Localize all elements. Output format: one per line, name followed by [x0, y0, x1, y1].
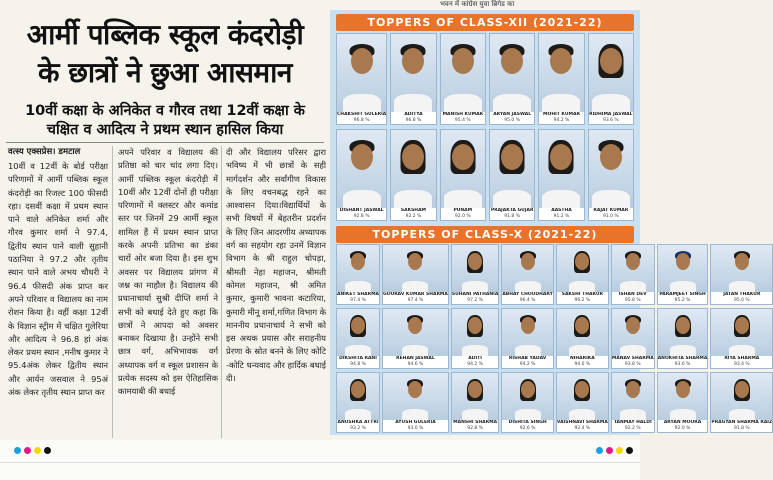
student-percentage: 93.6 %	[674, 362, 691, 367]
student-photo	[658, 309, 708, 356]
student-name: SUHANI PATHANIA	[451, 292, 499, 297]
student-name: ANIKET SHARMA	[337, 292, 380, 297]
student-percentage: 92.0 %	[454, 214, 471, 219]
student-photo	[711, 245, 772, 292]
student-percentage: 95.4 %	[454, 118, 471, 123]
topper-card	[657, 372, 709, 433]
topper-card	[390, 129, 436, 221]
student-name: ANUSHKA ATTRI	[337, 420, 379, 425]
registration-dot	[34, 447, 41, 454]
student-percentage: 94.6 %	[407, 362, 424, 367]
class-10-toppers-grid	[336, 244, 773, 433]
student-name: CHAKSHIT GULERIA	[337, 112, 387, 117]
student-percentage: 93.6 %	[602, 118, 619, 123]
registration-dot	[44, 447, 51, 454]
student-name: TANMAY HALDI	[613, 420, 652, 425]
student-photo	[539, 130, 583, 208]
student-photo	[589, 130, 633, 208]
student-photo	[589, 34, 633, 112]
student-photo	[557, 309, 608, 356]
adjacent-story-snippet: भवन में कांग्रेस युवा ब्रिगेड का	[440, 0, 515, 8]
trim-line	[0, 462, 640, 463]
topper-card	[382, 244, 449, 305]
student-percentage: 94.0 %	[574, 362, 591, 367]
registration-marks-right	[596, 447, 633, 454]
student-percentage: 95.0 %	[504, 118, 520, 123]
student-name: ADITI	[468, 356, 482, 361]
student-percentage: 97.2 %	[467, 298, 483, 303]
student-name: PRAJAKTA GUJAR	[490, 208, 534, 213]
student-photo	[337, 309, 379, 356]
topper-card	[451, 244, 499, 305]
topper-card	[451, 372, 499, 433]
topper-card	[336, 308, 380, 369]
student-name: REHAN JASWAL	[396, 356, 435, 361]
student-photo	[502, 373, 553, 420]
student-name: GOURAV KUMAR SHARMA	[383, 292, 448, 297]
registration-dot	[606, 447, 613, 454]
student-name: VAISHNAVI SHARMA	[556, 420, 608, 425]
student-percentage: 91.8 %	[733, 426, 750, 431]
class-10-banner: TOPPERS OF CLASS-X (2021-22)	[336, 226, 634, 243]
topper-card	[611, 372, 655, 433]
topper-card	[336, 33, 387, 125]
student-percentage: 91.2 %	[553, 214, 570, 219]
student-name: NIHARIKA	[569, 356, 595, 361]
student-name: PUNAM	[453, 208, 473, 213]
student-name: PRAGYAN SHARMA RAIZ	[711, 420, 773, 425]
student-percentage: 91.8 %	[504, 214, 520, 219]
student-photo	[502, 309, 553, 356]
student-photo	[441, 34, 485, 112]
student-percentage: 92.4 %	[574, 426, 591, 431]
topper-card	[538, 129, 584, 221]
subheadline-line-2: चक्षित व आदित्य ने प्रथम स्थान हासिल किया	[46, 122, 284, 138]
student-name: PARAMJEET SINGH	[659, 292, 706, 297]
student-photo	[391, 130, 435, 208]
student-percentage: 95.2 %	[674, 298, 691, 303]
column-divider	[221, 146, 222, 438]
student-photo	[658, 245, 708, 292]
topper-card	[657, 244, 709, 305]
registration-dot	[24, 447, 31, 454]
registration-dot	[616, 447, 623, 454]
student-name: DISHANT JASWAL	[339, 208, 384, 213]
student-name: DISHITA SINGH	[508, 420, 547, 425]
registration-dot	[596, 447, 603, 454]
student-photo	[337, 245, 379, 292]
topper-card	[489, 129, 535, 221]
student-name: SAKSHI THAKUR	[561, 292, 604, 297]
student-percentage: 93.4 %	[733, 362, 750, 367]
student-name: ARYAN MOORA	[663, 420, 702, 425]
student-name: MANAV SHARMA	[611, 356, 654, 361]
registration-dot	[14, 447, 21, 454]
student-name: MANSHI SHARMA	[453, 420, 498, 425]
student-percentage: 93.8 %	[624, 362, 641, 367]
student-photo	[658, 373, 708, 420]
headline-rule	[6, 142, 324, 143]
student-name: RISHAB YADAV	[508, 356, 547, 361]
topper-card	[390, 33, 436, 125]
student-percentage: 94.2 %	[553, 118, 570, 123]
student-photo	[452, 245, 498, 292]
student-photo	[557, 373, 608, 420]
student-percentage: 96.8 %	[405, 118, 422, 123]
student-photo	[383, 309, 448, 356]
student-percentage: 97.4 %	[350, 298, 366, 303]
student-name: RIDHIMA JASWAL	[589, 112, 633, 117]
topper-card	[440, 33, 486, 125]
student-photo	[383, 245, 448, 292]
headline-line-2: के छात्रों ने छुआ आसमान	[38, 56, 292, 89]
student-photo	[452, 309, 498, 356]
topper-card	[710, 308, 773, 369]
student-photo	[441, 130, 485, 208]
topper-card	[336, 372, 380, 433]
registration-marks-left	[14, 447, 51, 454]
topper-card	[710, 372, 773, 433]
student-photo	[612, 373, 654, 420]
topper-card	[588, 33, 634, 125]
article-column-3: दी और विद्यालय परिसर द्वारा भविष्य में भी छात्रों के सही मार्गदर्शन और सर्वांगीण विकास के लिए वचनबद्ध रहने का आश्वासन दिया।विद्यार्थियों के सभी विषयों में बेहतरीन प्रदर्शन के लिए जिन आदरणीय अध्यापक वर्ग का सहयोग रहा उनमें विज्ञान विभाग के श्री राहुल चोपड़ा, श्रीमती नेहा महाजन, श्रीमती कोमल महाजन, श्री अमित कुमार, कुमारी भावना कटारिया, कुमारी मीनू शर्मा,गणित विभाग के माननीय प्रधानाचार्य ने सभी को इस अथक प्रयास और सराहनीय प्रेरणा के स्रोत बनने के लिए कोटि -कोटि धन्यवाद और हार्दिक बधाई दी।	[226, 147, 327, 384]
student-photo	[452, 373, 498, 420]
student-photo	[337, 373, 379, 420]
student-name: MOHIT KUMAR	[543, 112, 580, 117]
subheadline-line-1: 10वीं कक्षा के अनिकेत व गौरव तथा 12वीं कक्षा के	[25, 103, 305, 119]
topper-card	[501, 372, 554, 433]
student-name: ADITYA	[404, 112, 423, 117]
topper-card	[556, 244, 609, 305]
student-photo	[490, 34, 534, 112]
article-column-1: 10वीं व 12वीं के बोर्ड परीक्षा परिणामों में आर्मी पब्लिक स्कूल कंदरोड़ी का रिजल्ट 100 फीसदी रहा। दसवीं कक्षा में प्रथम स्थान पाने वाले अनिकेत शर्मा और गौरव कुमार शर्मा ने 97.4, द्वितीय स्थान पाने वाली सुहानी पठानिया ने 97.2 और तृतीय स्थान पाने वाले अभय चौधरी ने 96.4 फीसदी अंक प्राप्त कर अपने परिवार व विद्यालय का नाम रोशन किया है। वहीं कक्षा 12वीं के विज्ञान स्ट्रीम में चक्षित गुलेरिया और आदित्य ने 96.8 हां अंक लेकर प्रथम स्थान ,मनीष कुमार ने 95.4अंक लेकर द्वितीय स्थान और आर्यन जसवाल ने 95अं अंक लेकर तृतीय स्थान प्राप्त कर	[8, 161, 108, 398]
student-name: ANOKHITA SHARMA	[657, 356, 708, 361]
topper-card	[611, 244, 655, 305]
student-photo	[539, 34, 583, 112]
registration-dot	[626, 447, 633, 454]
student-name: RIYA SHARMA	[724, 356, 760, 361]
student-percentage: 95.0 %	[733, 298, 750, 303]
student-photo	[337, 130, 386, 208]
student-percentage: 93.0 %	[407, 426, 424, 431]
topper-card	[588, 129, 634, 221]
student-percentage: 96.4 %	[519, 298, 536, 303]
topper-card	[501, 308, 554, 369]
student-percentage: 96.8 %	[353, 118, 370, 123]
print-margin	[0, 440, 640, 480]
topper-card	[336, 129, 387, 221]
topper-card	[657, 308, 709, 369]
student-percentage: 92.0 %	[674, 426, 691, 431]
student-percentage: 96.2 %	[574, 298, 591, 303]
topper-card	[710, 244, 773, 305]
student-name: ARYAN JASWAL	[493, 112, 532, 117]
student-percentage: 94.2 %	[467, 362, 483, 367]
student-name: AYUSH GULERIA	[395, 420, 436, 425]
student-photo	[557, 245, 608, 292]
student-percentage: 93.2 %	[350, 426, 366, 431]
class-12-banner: TOPPERS OF CLASS-XII (2021-22)	[336, 14, 634, 31]
student-name: MANISH KUMAR	[442, 112, 484, 117]
topper-card	[382, 308, 449, 369]
student-photo	[490, 130, 534, 208]
article-column-2: अपने परिवार व विद्यालय की प्रतिष्ठा को चार चांद लगा दिए। आर्मी पब्लिक स्कूल कंदरोड़ी में 10वीं और 12वीं दोनों ही परीक्षा परिणामों में क्लस्टर और कमांड स्तर पर जिनमें 29 आर्मी स्कूल शामिल हैं में प्रथम स्थान प्राप्त करके अपनी प्रतिभा का डंका चारों ओर बजा दिया है। इस शुभ अवसर पर विद्यालय प्रांगण में जश्न का माहौल है। विद्यालय की प्रधानाचार्या सुश्री दीप्ति शर्मा ने सभी को बधाई देते हुए कहा कि छात्रों ने आपदा को अवसर बनाकर दिखाया है। उन्होंने सभी छात्र वर्ग, अभिभावक वर्ग अध्यापक वर्ग व स्कूल प्रशासन के प्रत्येक सदस्य को इस ऐतिहासिक कामयाबी की बधाई	[118, 147, 218, 397]
student-name: RAJAT KUMAR	[593, 208, 629, 213]
student-percentage: 92.8 %	[467, 426, 483, 431]
student-name: ABHAY CHOUDHARY	[502, 292, 553, 297]
student-percentage: 95.8 %	[624, 298, 641, 303]
student-percentage: 92.8 %	[353, 214, 370, 219]
topper-card	[501, 244, 554, 305]
class-12-toppers-grid	[336, 33, 634, 221]
student-name: AASTHA	[551, 208, 572, 213]
topper-card	[538, 33, 584, 125]
student-photo	[612, 245, 654, 292]
student-percentage: 94.2 %	[519, 362, 536, 367]
student-photo	[711, 309, 772, 356]
student-name: ISHAN DEV	[618, 292, 647, 297]
student-photo	[391, 34, 435, 112]
student-photo	[502, 245, 553, 292]
student-percentage: 91.0 %	[602, 214, 619, 219]
topper-card	[556, 372, 609, 433]
column-divider	[112, 146, 113, 438]
headline-line-1: आर्मी पब्लिक स्कूल कंदरोड़ी	[26, 18, 304, 51]
student-name: SAKSHAM	[400, 208, 427, 213]
topper-card	[440, 129, 486, 221]
topper-card	[489, 33, 535, 125]
student-photo	[337, 34, 386, 112]
student-photo	[711, 373, 772, 420]
topper-card	[382, 372, 449, 433]
student-name: DIKSHITA RANI	[339, 356, 377, 361]
student-percentage: 97.4 %	[407, 298, 424, 303]
student-percentage: 92.6 %	[519, 426, 536, 431]
student-percentage: 92.2 %	[624, 426, 641, 431]
topper-card	[336, 244, 380, 305]
student-percentage: 92.2 %	[405, 214, 422, 219]
student-percentage: 94.8 %	[350, 362, 366, 367]
topper-card	[451, 308, 499, 369]
dateline: वत्स्य एक्सप्रेस। डमटाल	[8, 147, 81, 157]
student-name: JATAN THAKUR	[723, 292, 761, 297]
student-photo	[612, 309, 654, 356]
topper-card	[611, 308, 655, 369]
topper-card	[556, 308, 609, 369]
student-photo	[383, 373, 448, 420]
